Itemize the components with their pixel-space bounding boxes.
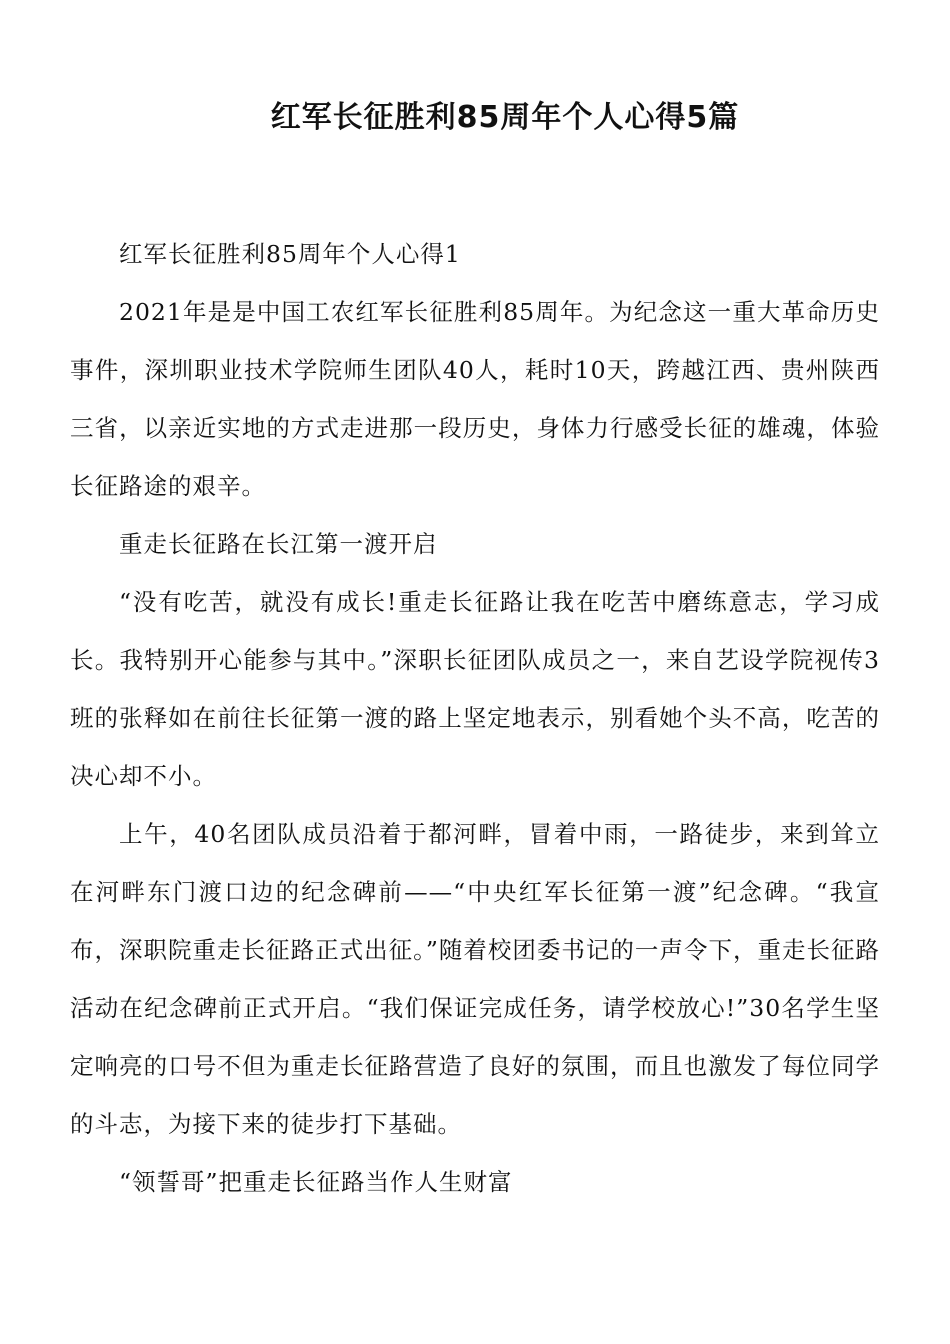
document-body — [70, 225, 880, 1211]
section-heading-oath-leader: “领誓哥”把重走长征路当作人生财富 — [119, 1168, 513, 1196]
section-heading-1: 红军长征胜利85周年个人心得1 — [119, 240, 461, 268]
document-title: 红军长征胜利85周年个人心得5篇 — [270, 100, 740, 135]
section-heading-first-crossing: 重走长征路在长江第一渡开启 — [119, 530, 438, 558]
paragraph-quote: “没有吃苦，就没有成长!重走长征路让我在吃苦中磨练意志，学习成长。我特别开心能参与其中。”深职长征团队成员之一，来自艺设学院视传3班的张释如在前往长征第一渡的路上坚定地表示，别看她个头不高，吃苦的决心却不小。 — [70, 588, 880, 790]
paragraph-morning-march: 上午，40名团队成员沿着于都河畔，冒着中雨，一路徒步，来到耸立在河畔东门渡口边的纪念碑前——“中央红军长征第一渡”纪念碑。“我宣布，深职院重走长征路正式出征。”随着校团委书记的一声令下，重走长征路活动在纪念碑前正式开启。“我们保证完成任务，请学校放心!”30名学生坚定响亮的口号不但为重走长征路营造了良好的氛围，而且也激发了每位同学的斗志，为接下来的徒步打下基础。 — [70, 820, 880, 1138]
paragraph-intro: 2021年是是中国工农红军长征胜利85周年。为纪念这一重大革命历史事件，深圳职业技术学院师生团队40人，耗时10天，跨越江西、贵州陕西三省，以亲近实地的方式走进那一段历史，身体力行感受长征的雄魂，体验长征路途的艰辛。 — [70, 298, 880, 500]
